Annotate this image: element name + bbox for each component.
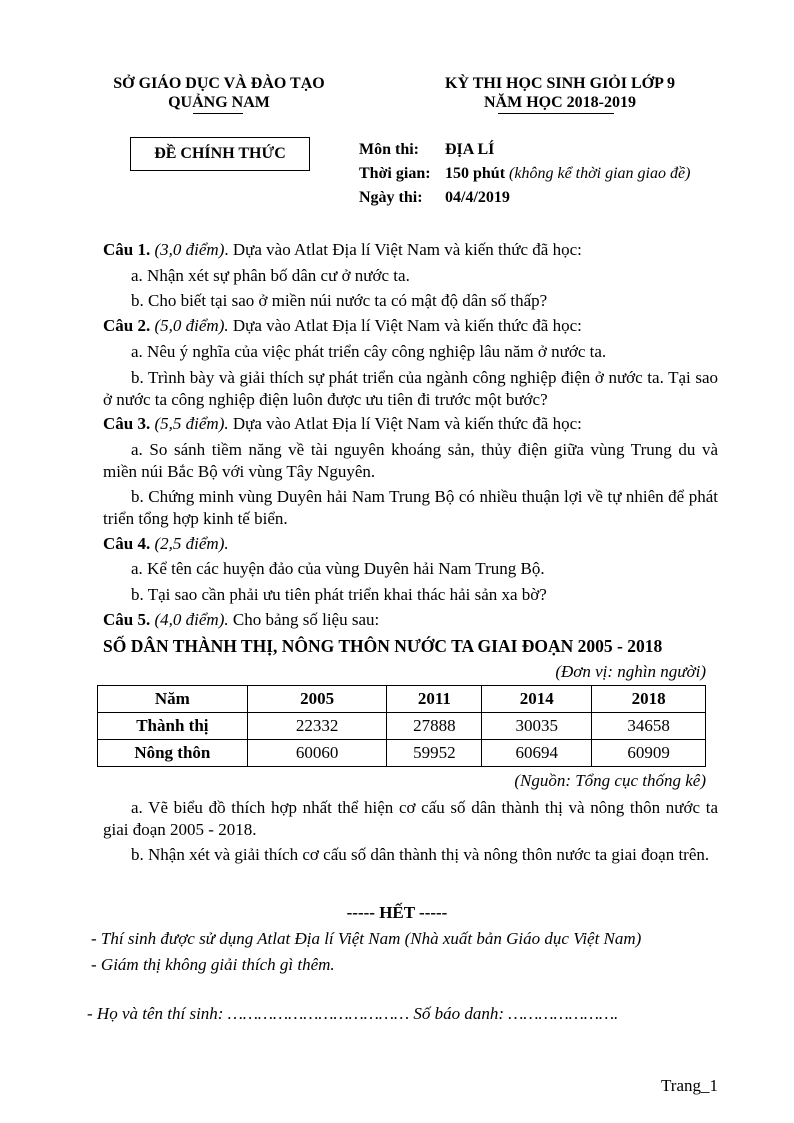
question-2-label: Câu 2. xyxy=(103,316,151,335)
question-4a: a. Kể tên các huyện đảo của vùng Duyên hải Nam Trung Bộ. xyxy=(131,559,545,578)
date-label: Ngày thi: xyxy=(359,189,423,206)
question-5-label: Câu 5. xyxy=(103,610,151,629)
table-row-label: Thành thị xyxy=(98,713,248,740)
table-header-cell: Năm xyxy=(98,686,248,713)
question-4-points: (2,5 điểm). xyxy=(154,534,229,553)
table-cell: 27888 xyxy=(387,713,482,740)
department-name: SỞ GIÁO DỤC VÀ ĐÀO TẠO xyxy=(113,75,325,92)
question-1 xyxy=(103,239,582,261)
header-left-underline xyxy=(193,113,243,114)
time-note: (không kể thời gian giao đề) xyxy=(509,165,691,182)
time-row xyxy=(359,164,690,184)
header-right-underline xyxy=(498,113,614,114)
table-row xyxy=(98,713,706,740)
table-cell: 60909 xyxy=(592,740,706,767)
question-5b: b. Nhận xét và giải thích cơ cấu số dân thành thị và nông thôn nước ta giai đoạn trên. xyxy=(131,845,710,864)
table-cell: 59952 xyxy=(387,740,482,767)
table-cell: 34658 xyxy=(592,713,706,740)
question-1-prompt: . Dựa vào Atlat Địa lí Việt Nam và kiến thức đã học: xyxy=(224,240,582,259)
table-row xyxy=(98,740,706,767)
note-atlas: - Thí sinh được sử dụng Atlat Địa lí Việt Nam (Nhà xuất bản Giáo dục Việt Nam) xyxy=(91,929,642,948)
question-5a: a. Vẽ biểu đồ thích hợp nhất thể hiện cơ cấu số dân thành thị và nông thôn nước ta giai đoạn 2005 - 2018. xyxy=(103,798,718,839)
table-header-row xyxy=(98,686,706,713)
subject-row xyxy=(359,140,494,160)
table-header-cell: 2014 xyxy=(482,686,592,713)
table-source: (Nguồn: Tổng cục thống kê) xyxy=(514,771,706,790)
question-3b: b. Chứng minh vùng Duyên hải Nam Trung Bộ có nhiều thuận lợi về tự nhiên để phát triển tổng hợp kinh tế biển. xyxy=(103,487,718,528)
question-3-points: (5,5 điểm). xyxy=(154,414,229,433)
official-exam-box: ĐỀ CHÍNH THỨC xyxy=(130,137,310,171)
question-2b: b. Trình bày và giải thích sự phát triển của ngành công nghiệp điện ở nước ta. Tại sao ở nước ta công nghiệp điện luôn được ưu tiên đi trước một bước? xyxy=(103,368,718,409)
candidate-info-line: - Họ và tên thí sinh: ……………………………… Số báo danh: …………………. xyxy=(87,1004,619,1023)
table-row-label: Nông thôn xyxy=(98,740,248,767)
date-value: 04/4/2019 xyxy=(445,189,510,206)
question-1a: a. Nhận xét sự phân bố dân cư ở nước ta. xyxy=(131,266,410,285)
question-5-prompt: Cho bảng số liệu sau: xyxy=(228,610,380,629)
question-3 xyxy=(103,413,582,435)
subject-value: ĐỊA LÍ xyxy=(445,141,495,158)
date-row xyxy=(359,188,510,208)
subject-label: Môn thi: xyxy=(359,141,419,158)
time-label: Thời gian: xyxy=(359,165,431,182)
table-cell: 60694 xyxy=(482,740,592,767)
table-cell: 60060 xyxy=(247,740,387,767)
question-2a: a. Nêu ý nghĩa của việc phát triển cây công nghiệp lâu năm ở nước ta. xyxy=(131,342,607,361)
page-number: Trang_1 xyxy=(661,1076,718,1095)
school-year: NĂM HỌC 2018-2019 xyxy=(484,94,636,111)
question-5 xyxy=(103,609,379,631)
question-1b: b. Cho biết tại sao ở miền núi nước ta có mật độ dân số thấp? xyxy=(131,291,548,310)
end-marker: ----- HẾT ----- xyxy=(346,903,448,922)
province-name: QUẢNG NAM xyxy=(168,94,270,111)
table-header-cell: 2018 xyxy=(592,686,706,713)
population-table xyxy=(97,685,706,767)
question-3a: a. So sánh tiềm năng về tài nguyên khoáng sản, thủy điện giữa vùng Trung du và miền núi Bắc Bộ với vùng Tây Nguyên. xyxy=(103,440,718,481)
question-2-points: (5,0 điểm). xyxy=(154,316,229,335)
question-3-label: Câu 3. xyxy=(103,414,151,433)
table-header-cell: 2005 xyxy=(247,686,387,713)
table-unit: (Đơn vị: nghìn người) xyxy=(555,662,706,681)
question-1-label: Câu 1. xyxy=(103,240,151,259)
time-value: 150 phút xyxy=(445,165,506,182)
question-4b: b. Tại sao cần phải ưu tiên phát triển khai thác hải sản xa bờ? xyxy=(131,585,547,604)
question-4-label: Câu 4. xyxy=(103,534,151,553)
table-title: SỐ DÂN THÀNH THỊ, NÔNG THÔN NƯỚC TA GIAI ĐOẠN 2005 - 2018 xyxy=(103,636,663,656)
exam-title: KỲ THI HỌC SINH GIỎI LỚP 9 xyxy=(445,75,675,92)
question-2-prompt: Dựa vào Atlat Địa lí Việt Nam và kiến thức đã học: xyxy=(228,316,582,335)
question-4 xyxy=(103,533,229,555)
question-5-points: (4,0 điểm). xyxy=(154,610,229,629)
table-cell: 22332 xyxy=(247,713,387,740)
question-1-points: (3,0 điểm) xyxy=(154,240,225,259)
table-cell: 30035 xyxy=(482,713,592,740)
note-proctor: - Giám thị không giải thích gì thêm. xyxy=(91,955,335,974)
question-3-prompt: Dựa vào Atlat Địa lí Việt Nam và kiến thức đã học: xyxy=(228,414,582,433)
table-header-cell: 2011 xyxy=(387,686,482,713)
question-2 xyxy=(103,315,582,337)
